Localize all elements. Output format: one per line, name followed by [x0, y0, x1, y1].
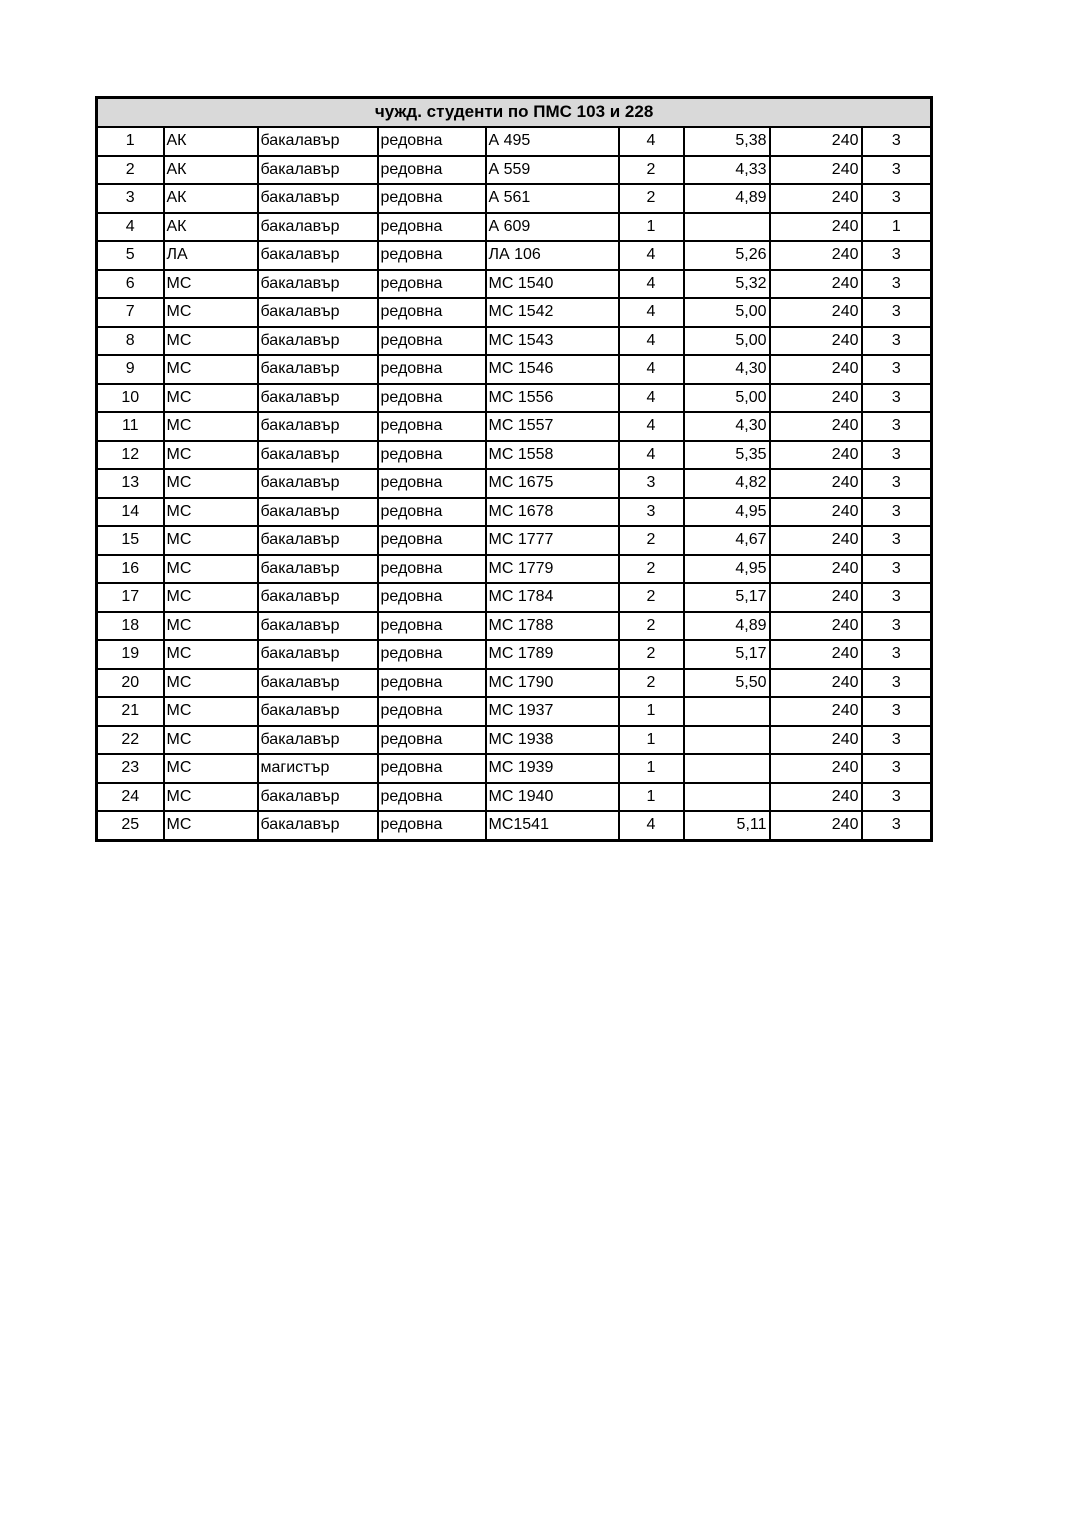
duration-cell: 3: [862, 127, 932, 156]
grade-cell: 5,38: [684, 127, 770, 156]
code-cell: АК: [164, 184, 258, 213]
degree-cell: бакалавър: [258, 669, 378, 698]
degree-cell: бакалавър: [258, 697, 378, 726]
grade-cell: [684, 697, 770, 726]
table-row: [97, 469, 932, 498]
student-id-cell: МС 1779: [486, 555, 619, 584]
code-cell: МС: [164, 412, 258, 441]
student-id-cell: МС 1777: [486, 526, 619, 555]
student-id-cell: МС 1789: [486, 640, 619, 669]
degree-cell: магистър: [258, 754, 378, 783]
grade-cell: [684, 754, 770, 783]
row-number-cell: 23: [97, 754, 164, 783]
row-number-cell: 2: [97, 156, 164, 185]
course-cell: 4: [619, 127, 684, 156]
degree-cell: бакалавър: [258, 327, 378, 356]
credits-cell: 240: [770, 726, 862, 755]
duration-cell: 3: [862, 697, 932, 726]
course-cell: 1: [619, 697, 684, 726]
row-number-cell: 21: [97, 697, 164, 726]
course-cell: 3: [619, 498, 684, 527]
course-cell: 1: [619, 726, 684, 755]
student-id-cell: МС 1939: [486, 754, 619, 783]
code-cell: МС: [164, 298, 258, 327]
degree-cell: бакалавър: [258, 583, 378, 612]
student-id-cell: ЛА 106: [486, 241, 619, 270]
course-cell: 4: [619, 355, 684, 384]
row-number-cell: 15: [97, 526, 164, 555]
table-row: [97, 412, 932, 441]
grade-cell: 5,17: [684, 583, 770, 612]
grade-cell: 5,50: [684, 669, 770, 698]
code-cell: МС: [164, 555, 258, 584]
table-row: [97, 241, 932, 270]
degree-cell: бакалавър: [258, 640, 378, 669]
code-cell: АК: [164, 127, 258, 156]
duration-cell: 3: [862, 441, 932, 470]
study-form-cell: редовна: [378, 612, 486, 641]
table-row: [97, 127, 932, 156]
grade-cell: 5,26: [684, 241, 770, 270]
credits-cell: 240: [770, 213, 862, 242]
code-cell: АК: [164, 156, 258, 185]
course-cell: 4: [619, 441, 684, 470]
grade-cell: 5,11: [684, 811, 770, 840]
table-row: [97, 355, 932, 384]
grade-cell: 5,00: [684, 327, 770, 356]
credits-cell: 240: [770, 355, 862, 384]
row-number-cell: 11: [97, 412, 164, 441]
credits-cell: 240: [770, 241, 862, 270]
course-cell: 4: [619, 327, 684, 356]
course-cell: 2: [619, 526, 684, 555]
table-row: [97, 754, 932, 783]
credits-cell: 240: [770, 526, 862, 555]
grade-cell: 5,35: [684, 441, 770, 470]
credits-cell: 240: [770, 412, 862, 441]
code-cell: МС: [164, 583, 258, 612]
table-row: [97, 640, 932, 669]
duration-cell: 3: [862, 640, 932, 669]
course-cell: 4: [619, 811, 684, 840]
grade-cell: 5,32: [684, 270, 770, 299]
table-row: [97, 384, 932, 413]
duration-cell: 3: [862, 241, 932, 270]
grade-cell: 4,30: [684, 412, 770, 441]
degree-cell: бакалавър: [258, 184, 378, 213]
grade-cell: 5,00: [684, 384, 770, 413]
grade-cell: 5,17: [684, 640, 770, 669]
duration-cell: 3: [862, 469, 932, 498]
duration-cell: 3: [862, 498, 932, 527]
student-id-cell: МС 1557: [486, 412, 619, 441]
table-row: [97, 498, 932, 527]
credits-cell: 240: [770, 298, 862, 327]
foreign-students-table: [95, 96, 933, 842]
table-row: [97, 811, 932, 840]
student-id-cell: МС 1675: [486, 469, 619, 498]
table-row: [97, 555, 932, 584]
grade-cell: 4,89: [684, 184, 770, 213]
code-cell: МС: [164, 726, 258, 755]
student-id-cell: МС 1543: [486, 327, 619, 356]
study-form-cell: редовна: [378, 583, 486, 612]
grade-cell: 4,33: [684, 156, 770, 185]
study-form-cell: редовна: [378, 498, 486, 527]
table-row: [97, 669, 932, 698]
grade-cell: 4,30: [684, 355, 770, 384]
row-number-cell: 24: [97, 783, 164, 812]
table-row: [97, 298, 932, 327]
course-cell: 1: [619, 213, 684, 242]
duration-cell: 3: [862, 612, 932, 641]
degree-cell: бакалавър: [258, 412, 378, 441]
study-form-cell: редовна: [378, 327, 486, 356]
credits-cell: 240: [770, 754, 862, 783]
code-cell: МС: [164, 469, 258, 498]
degree-cell: бакалавър: [258, 526, 378, 555]
code-cell: МС: [164, 384, 258, 413]
row-number-cell: 25: [97, 811, 164, 840]
code-cell: МС: [164, 327, 258, 356]
degree-cell: бакалавър: [258, 241, 378, 270]
study-form-cell: редовна: [378, 640, 486, 669]
degree-cell: бакалавър: [258, 783, 378, 812]
degree-cell: бакалавър: [258, 384, 378, 413]
grade-cell: 5,00: [684, 298, 770, 327]
study-form-cell: редовна: [378, 526, 486, 555]
course-cell: 1: [619, 754, 684, 783]
table-row: [97, 583, 932, 612]
table-row: [97, 783, 932, 812]
course-cell: 4: [619, 412, 684, 441]
row-number-cell: 16: [97, 555, 164, 584]
row-number-cell: 14: [97, 498, 164, 527]
study-form-cell: редовна: [378, 726, 486, 755]
credits-cell: 240: [770, 612, 862, 641]
code-cell: МС: [164, 697, 258, 726]
course-cell: 4: [619, 384, 684, 413]
study-form-cell: редовна: [378, 441, 486, 470]
student-id-cell: А 561: [486, 184, 619, 213]
row-number-cell: 5: [97, 241, 164, 270]
duration-cell: 3: [862, 327, 932, 356]
row-number-cell: 12: [97, 441, 164, 470]
student-id-cell: А 609: [486, 213, 619, 242]
degree-cell: бакалавър: [258, 270, 378, 299]
course-cell: 2: [619, 555, 684, 584]
credits-cell: 240: [770, 583, 862, 612]
degree-cell: бакалавър: [258, 127, 378, 156]
student-id-cell: МС 1938: [486, 726, 619, 755]
study-form-cell: редовна: [378, 783, 486, 812]
credits-cell: 240: [770, 156, 862, 185]
row-number-cell: 8: [97, 327, 164, 356]
code-cell: МС: [164, 811, 258, 840]
row-number-cell: 19: [97, 640, 164, 669]
credits-cell: 240: [770, 640, 862, 669]
row-number-cell: 13: [97, 469, 164, 498]
credits-cell: 240: [770, 184, 862, 213]
course-cell: 2: [619, 156, 684, 185]
student-id-cell: МС 1940: [486, 783, 619, 812]
study-form-cell: редовна: [378, 412, 486, 441]
row-number-cell: 22: [97, 726, 164, 755]
duration-cell: 3: [862, 783, 932, 812]
row-number-cell: 4: [97, 213, 164, 242]
grade-cell: [684, 213, 770, 242]
grade-cell: [684, 783, 770, 812]
course-cell: 2: [619, 669, 684, 698]
course-cell: 2: [619, 612, 684, 641]
duration-cell: 1: [862, 213, 932, 242]
study-form-cell: редовна: [378, 555, 486, 584]
student-id-cell: МС 1788: [486, 612, 619, 641]
degree-cell: бакалавър: [258, 355, 378, 384]
credits-cell: 240: [770, 697, 862, 726]
row-number-cell: 3: [97, 184, 164, 213]
credits-cell: 240: [770, 783, 862, 812]
duration-cell: 3: [862, 184, 932, 213]
study-form-cell: редовна: [378, 754, 486, 783]
degree-cell: бакалавър: [258, 555, 378, 584]
degree-cell: бакалавър: [258, 726, 378, 755]
degree-cell: бакалавър: [258, 298, 378, 327]
student-id-cell: МС1541: [486, 811, 619, 840]
student-id-cell: МС 1678: [486, 498, 619, 527]
table-body: [97, 127, 932, 840]
duration-cell: 3: [862, 669, 932, 698]
study-form-cell: редовна: [378, 241, 486, 270]
student-id-cell: А 495: [486, 127, 619, 156]
study-form-cell: редовна: [378, 669, 486, 698]
table-row: [97, 441, 932, 470]
code-cell: МС: [164, 754, 258, 783]
grade-cell: 4,95: [684, 555, 770, 584]
study-form-cell: редовна: [378, 127, 486, 156]
code-cell: МС: [164, 669, 258, 698]
student-id-cell: МС 1546: [486, 355, 619, 384]
study-form-cell: редовна: [378, 298, 486, 327]
course-cell: 3: [619, 469, 684, 498]
course-cell: 4: [619, 270, 684, 299]
row-number-cell: 9: [97, 355, 164, 384]
duration-cell: 3: [862, 583, 932, 612]
code-cell: МС: [164, 526, 258, 555]
duration-cell: 3: [862, 526, 932, 555]
row-number-cell: 17: [97, 583, 164, 612]
duration-cell: 3: [862, 726, 932, 755]
table-row: [97, 526, 932, 555]
credits-cell: 240: [770, 441, 862, 470]
row-number-cell: 20: [97, 669, 164, 698]
grade-cell: [684, 726, 770, 755]
student-id-cell: МС 1784: [486, 583, 619, 612]
code-cell: МС: [164, 640, 258, 669]
credits-cell: 240: [770, 469, 862, 498]
degree-cell: бакалавър: [258, 612, 378, 641]
study-form-cell: редовна: [378, 355, 486, 384]
degree-cell: бакалавър: [258, 498, 378, 527]
duration-cell: 3: [862, 298, 932, 327]
code-cell: МС: [164, 355, 258, 384]
student-id-cell: МС 1542: [486, 298, 619, 327]
student-id-cell: МС 1540: [486, 270, 619, 299]
student-id-cell: МС 1937: [486, 697, 619, 726]
code-cell: МС: [164, 270, 258, 299]
student-id-cell: МС 1790: [486, 669, 619, 698]
credits-cell: 240: [770, 555, 862, 584]
credits-cell: 240: [770, 127, 862, 156]
duration-cell: 3: [862, 355, 932, 384]
code-cell: МС: [164, 612, 258, 641]
table-row: [97, 156, 932, 185]
student-id-cell: МС 1558: [486, 441, 619, 470]
code-cell: МС: [164, 441, 258, 470]
study-form-cell: редовна: [378, 469, 486, 498]
degree-cell: бакалавър: [258, 811, 378, 840]
course-cell: 1: [619, 783, 684, 812]
table-row: [97, 726, 932, 755]
study-form-cell: редовна: [378, 697, 486, 726]
degree-cell: бакалавър: [258, 156, 378, 185]
duration-cell: 3: [862, 555, 932, 584]
student-id-cell: А 559: [486, 156, 619, 185]
duration-cell: 3: [862, 270, 932, 299]
credits-cell: 240: [770, 811, 862, 840]
credits-cell: 240: [770, 498, 862, 527]
duration-cell: 3: [862, 156, 932, 185]
study-form-cell: редовна: [378, 270, 486, 299]
study-form-cell: редовна: [378, 213, 486, 242]
table-title: чужд. студенти по ПМС 103 и 228: [97, 98, 932, 128]
course-cell: 4: [619, 241, 684, 270]
duration-cell: 3: [862, 412, 932, 441]
code-cell: ЛА: [164, 241, 258, 270]
credits-cell: 240: [770, 327, 862, 356]
code-cell: МС: [164, 498, 258, 527]
course-cell: 2: [619, 583, 684, 612]
row-number-cell: 1: [97, 127, 164, 156]
table-row: [97, 270, 932, 299]
degree-cell: бакалавър: [258, 213, 378, 242]
row-number-cell: 18: [97, 612, 164, 641]
table-row: [97, 612, 932, 641]
credits-cell: 240: [770, 384, 862, 413]
degree-cell: бакалавър: [258, 469, 378, 498]
row-number-cell: 10: [97, 384, 164, 413]
duration-cell: 3: [862, 811, 932, 840]
table-title-row: [97, 98, 932, 128]
study-form-cell: редовна: [378, 384, 486, 413]
study-form-cell: редовна: [378, 184, 486, 213]
row-number-cell: 6: [97, 270, 164, 299]
course-cell: 4: [619, 298, 684, 327]
study-form-cell: редовна: [378, 156, 486, 185]
credits-cell: 240: [770, 270, 862, 299]
grade-cell: 4,82: [684, 469, 770, 498]
grade-cell: 4,89: [684, 612, 770, 641]
code-cell: МС: [164, 783, 258, 812]
grade-cell: 4,95: [684, 498, 770, 527]
table-row: [97, 697, 932, 726]
table-row: [97, 213, 932, 242]
table-row: [97, 327, 932, 356]
row-number-cell: 7: [97, 298, 164, 327]
credits-cell: 240: [770, 669, 862, 698]
code-cell: АК: [164, 213, 258, 242]
course-cell: 2: [619, 184, 684, 213]
grade-cell: 4,67: [684, 526, 770, 555]
study-form-cell: редовна: [378, 811, 486, 840]
duration-cell: 3: [862, 384, 932, 413]
course-cell: 2: [619, 640, 684, 669]
student-id-cell: МС 1556: [486, 384, 619, 413]
table-row: [97, 184, 932, 213]
duration-cell: 3: [862, 754, 932, 783]
degree-cell: бакалавър: [258, 441, 378, 470]
